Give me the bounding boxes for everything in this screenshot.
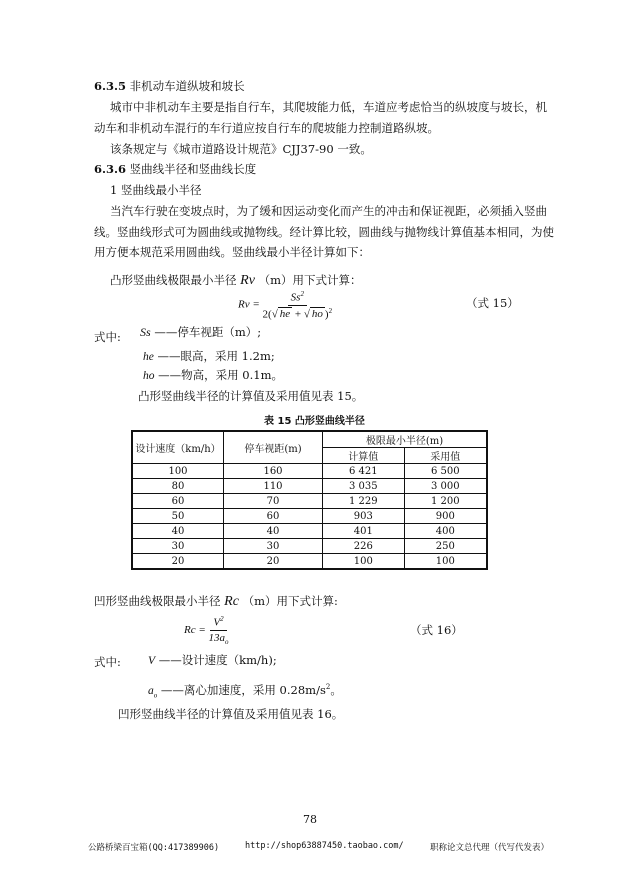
table-row [132,494,487,509]
table-cell: 1 229 [323,494,405,509]
where-label: 式中: [94,330,121,344]
table-cell: 3 000 [404,479,487,494]
table-cell: 40 [224,524,323,539]
symbol: $a_o$ [148,685,158,700]
table-cell: 40 [132,524,224,539]
symbol: V [148,655,156,667]
table-cell: 100 [404,554,487,570]
intro-text: 凸形竖曲线极限最小半径 [110,273,237,287]
subsection-heading: 1 竖曲线最小半径 [110,183,202,197]
table-cell: 6 500 [404,464,487,479]
table-cell: 6 421 [323,464,405,479]
section-number: 6.3.6 [94,162,127,176]
table-cell: 900 [404,509,487,524]
definition-text: ——物高，采用 0.1m。 [158,368,284,382]
table-cell: 100 [323,554,405,570]
concave-intro [94,593,338,610]
definition-v [148,652,277,668]
formula-numerator: $V^2$ [210,615,226,631]
paragraph-line: 线。竖曲线形式可为圆曲线或抛物线。经计算比较，圆曲线与抛物线计算值基本相同，为使 [94,225,554,239]
definition-ho [143,367,283,383]
symbol: Ss [140,325,151,339]
section-number: 6.3.5 [94,79,127,93]
table-reference: 凸形竖曲线半径的计算值及采用值见表 15。 [138,389,364,403]
footer-right: 职称论文总代理（代写代发表） [430,843,550,853]
formula-16 [184,615,229,646]
definition-he [143,348,275,364]
table-cell: 100 [132,464,224,479]
footer-link[interactable]: http://shop63887450.taobao.com/ [245,841,404,851]
header-limit-radius: 极限最小半径(m) [323,431,488,448]
table-cell: 160 [224,464,323,479]
formula-fraction [209,615,229,646]
table-cell: 60 [224,509,323,524]
section-6-3-5-heading [94,78,245,94]
section-6-3-6-heading [94,161,256,177]
definition-text: ——设计速度（km/h); [158,653,277,667]
intro-text: （m）用下式计算: [242,594,338,608]
table-reference: 凹形竖曲线半径的计算值及采用值见表 16。 [118,707,344,721]
formula-15 [238,290,332,320]
table-cell: 1 200 [404,494,487,509]
where-label: 式中: [94,655,121,669]
formula-fraction [263,290,333,320]
formula-numerator: Ss$^2$ [288,290,307,306]
table-row [132,479,487,494]
header-calc: 计算值 [323,448,405,464]
section-title: 竖曲线半径和竖曲线长度 [129,162,257,176]
table-row [132,509,487,524]
page-number: 78 [303,813,317,826]
formula-lhs: Rc = [184,623,206,636]
formula-denominator: 2(√ he + √ ho )$^2$ [262,306,333,321]
table-caption: 表 15 凸形竖曲线半径 [264,416,365,427]
definition-text: ——离心加速度，采用 $0.28m/s^2$。 [160,683,342,697]
table-row [132,554,487,570]
convex-intro [110,272,361,289]
table-row [132,539,487,554]
table-cell: 30 [132,539,224,554]
header-adopt: 采用值 [404,448,487,464]
table-cell: 401 [323,524,405,539]
table-cell: 400 [404,524,487,539]
symbol: ho [143,370,155,382]
paragraph-line: 城市中非机动车主要是指自行车，其爬坡能力低，车道应考虑恰当的纵坡度与坡长，机 [110,100,547,114]
radius-symbol: Rv [240,273,255,288]
table-row [132,524,487,539]
definition-text: ——停车视距（m）; [154,325,262,339]
symbol: he [143,351,154,363]
paragraph-line: 当汽车行驶在变坡点时，为了缓和因运动变化而产生的冲击和保证视距，必须插入竖曲 [110,204,547,218]
table-cell: 60 [132,494,224,509]
table-15 [131,430,488,570]
table-cell: 110 [224,479,323,494]
formula-denominator: $13a_o$ [208,631,229,646]
definition-text: ——眼高，采用 1.2m; [157,349,275,363]
header-speed: 设计速度（km/h） [132,431,224,464]
table-cell: 3 035 [323,479,405,494]
header-stop-distance: 停车视距(m) [224,431,323,464]
intro-text: （m）用下式计算： [258,273,362,287]
formula-lhs: Rv = [238,298,260,311]
definition-ao [148,682,342,699]
table-cell: 903 [323,509,405,524]
table-cell: 250 [404,539,487,554]
formula-16-tag: （式 16） [410,623,463,637]
table-cell: 70 [224,494,323,509]
table-row [132,464,487,479]
table-cell: 80 [132,479,224,494]
radius-symbol: Rc [224,594,239,609]
footer-left: 公路桥梁百宝箱(QQ:417389906) [88,843,220,853]
formula-15-tag: （式 15） [466,296,519,310]
definition-ss [140,324,261,340]
paragraph-line: 该条规定与《城市道路设计规范》CJJ37-90 一致。 [110,142,372,156]
table-cell: 20 [132,554,224,570]
table-cell: 50 [132,509,224,524]
section-title: 非机动车道纵坡和坡长 [129,79,245,93]
table-cell: 30 [224,539,323,554]
intro-text: 凹形竖曲线极限最小半径 [94,594,221,608]
paragraph-line: 用方便本规范采用圆曲线。竖曲线最小半径计算如下： [94,245,370,259]
paragraph-line: 动车和非机动车混行的车行道应按自行车的爬坡能力控制道路纵坡。 [94,121,439,135]
table-cell: 20 [224,554,323,570]
table-cell: 226 [323,539,405,554]
